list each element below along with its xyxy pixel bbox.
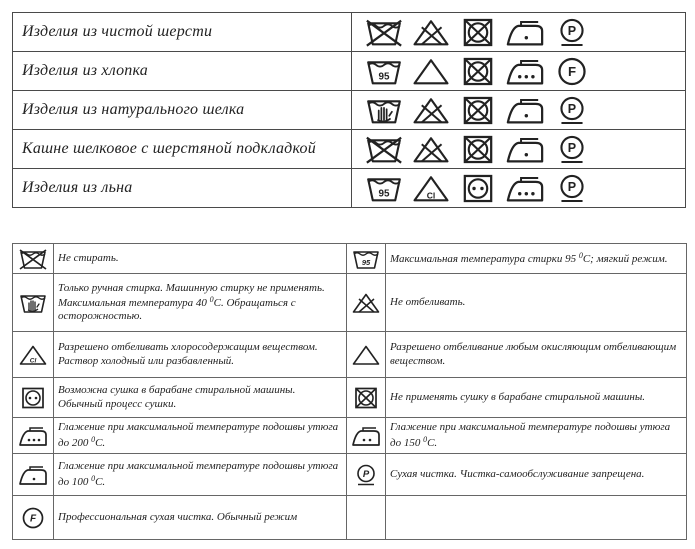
legend-icon-cell bbox=[347, 332, 386, 378]
hand-wash-icon bbox=[18, 291, 48, 315]
legend-description bbox=[386, 496, 687, 540]
svg-text:F: F bbox=[29, 513, 37, 524]
legend-description: Не отбеливать. bbox=[386, 274, 687, 332]
fabric-label: Изделия из натурального шелка bbox=[13, 91, 352, 130]
care-symbols bbox=[352, 91, 686, 130]
wash-95-icon bbox=[351, 247, 381, 271]
legend-icon-cell bbox=[13, 274, 54, 332]
dry-clean-p-icon bbox=[552, 135, 592, 164]
no-wash-icon bbox=[364, 135, 404, 164]
legend-description: Не стирать. bbox=[54, 244, 347, 274]
care-row bbox=[13, 91, 686, 130]
legend-table bbox=[12, 243, 687, 540]
dry-clean-f-icon bbox=[552, 57, 592, 86]
wash-95-icon bbox=[364, 57, 404, 86]
iron-high-icon bbox=[505, 174, 545, 203]
dry-clean-p-icon bbox=[552, 96, 592, 125]
legend-icon-cell bbox=[347, 378, 386, 418]
fabric-label: Изделия из льна bbox=[13, 169, 352, 208]
legend-description bbox=[54, 418, 347, 454]
legend-text: С. bbox=[95, 436, 106, 449]
svg-text:F: F bbox=[567, 63, 577, 79]
care-symbols bbox=[352, 130, 686, 169]
dry-clean-p-icon bbox=[351, 463, 381, 487]
legend-icon-cell bbox=[347, 274, 386, 332]
legend-description: Профессиональная сухая чистка. Обычный режим bbox=[54, 496, 347, 540]
no-bleach-icon bbox=[411, 96, 451, 125]
bleach-cl-icon bbox=[411, 174, 451, 203]
svg-text:Cl: Cl bbox=[426, 189, 436, 200]
legend-row bbox=[13, 378, 687, 418]
degree-sup: 0 bbox=[91, 434, 96, 444]
legend-description: Не применять сушку в барабане стиральной машины. bbox=[386, 378, 687, 418]
fabric-label: Кашне шелковое с шерстяной подкладкой bbox=[13, 130, 352, 169]
dry-clean-p-icon bbox=[552, 174, 592, 203]
svg-text:P: P bbox=[567, 179, 577, 194]
degree-sup: 0 bbox=[91, 473, 96, 483]
no-tumble-dry-icon bbox=[458, 18, 498, 47]
bleach-cl-icon bbox=[18, 343, 48, 367]
legend-text: С. bbox=[427, 436, 438, 449]
svg-text:95: 95 bbox=[361, 257, 371, 267]
care-symbols bbox=[352, 52, 686, 91]
no-bleach-icon bbox=[411, 135, 451, 164]
legend-row bbox=[13, 244, 687, 274]
legend-icon-cell bbox=[13, 378, 54, 418]
legend-description: Разрешено отбеливание любым окисляющим отбеливающим веществом. bbox=[386, 332, 687, 378]
care-row bbox=[13, 13, 686, 52]
svg-text:95: 95 bbox=[378, 70, 390, 82]
fabric-label: Изделия из чистой шерсти bbox=[13, 13, 352, 52]
care-row bbox=[13, 52, 686, 91]
legend-description: Разрешено отбеливать хлоросодержащим веществом. Раствор холодный или разбавленный. bbox=[54, 332, 347, 378]
legend-icon-cell bbox=[13, 496, 54, 540]
degree-sup: 0 bbox=[423, 434, 428, 444]
no-tumble-dry-icon bbox=[351, 386, 381, 410]
svg-text:P: P bbox=[567, 101, 577, 116]
legend-description bbox=[386, 418, 687, 454]
no-bleach-icon bbox=[411, 18, 451, 47]
legend-row bbox=[13, 496, 687, 540]
iron-low-icon bbox=[505, 96, 545, 125]
no-tumble-dry-icon bbox=[458, 135, 498, 164]
legend-row bbox=[13, 332, 687, 378]
care-table bbox=[12, 12, 686, 208]
legend-icon-cell bbox=[13, 244, 54, 274]
care-row bbox=[13, 169, 686, 208]
legend-icon-cell bbox=[347, 454, 386, 496]
legend-description bbox=[54, 454, 347, 496]
care-symbols bbox=[352, 169, 686, 208]
dry-clean-f-icon bbox=[18, 506, 48, 530]
legend-description bbox=[386, 244, 687, 274]
hand-wash-icon bbox=[364, 96, 404, 125]
iron-low-icon bbox=[18, 463, 48, 487]
bleach-any-icon bbox=[351, 343, 381, 367]
legend-icon-cell bbox=[347, 244, 386, 274]
legend-row bbox=[13, 274, 687, 332]
svg-text:Cl: Cl bbox=[29, 357, 37, 364]
svg-text:95: 95 bbox=[378, 187, 390, 199]
degree-sup: 0 bbox=[578, 250, 583, 260]
no-bleach-icon bbox=[351, 291, 381, 315]
legend-icon-cell bbox=[13, 418, 54, 454]
care-symbols bbox=[352, 13, 686, 52]
fabric-label: Изделия из хлопка bbox=[13, 52, 352, 91]
legend-text: Глажение при максимальной температуре подошвы утюга до 150 bbox=[390, 421, 671, 449]
tumble-dry-icon bbox=[18, 386, 48, 410]
legend-text: С. Обращаться с осторожностью. bbox=[58, 296, 296, 323]
svg-text:P: P bbox=[362, 468, 370, 480]
legend-text: С. bbox=[95, 475, 106, 488]
legend-text: Только ручная стирка. Машинную стирку не применять. Максимальная температура 40 bbox=[58, 281, 325, 309]
no-wash-icon bbox=[18, 247, 48, 271]
care-row bbox=[13, 130, 686, 169]
legend-icon-cell bbox=[13, 454, 54, 496]
legend-description: Возможна сушка в барабане стиральной машины. Обычный процесс сушки. bbox=[54, 378, 347, 418]
bleach-any-icon bbox=[411, 57, 451, 86]
legend-description: Сухая чистка. Чистка-самообслуживание запрещена. bbox=[386, 454, 687, 496]
legend-text: С; мягкий режим. bbox=[582, 252, 668, 265]
tumble-dry-icon bbox=[458, 174, 498, 203]
legend-icon-cell bbox=[347, 418, 386, 454]
iron-low-icon bbox=[505, 18, 545, 47]
legend-text: Максимальная температура стирки 95 bbox=[390, 252, 579, 265]
iron-low-icon bbox=[505, 135, 545, 164]
no-wash-icon bbox=[364, 18, 404, 47]
no-tumble-dry-icon bbox=[458, 96, 498, 125]
no-tumble-dry-icon bbox=[458, 57, 498, 86]
svg-text:P: P bbox=[567, 140, 577, 155]
dry-clean-p-icon bbox=[552, 18, 592, 47]
legend-icon-cell bbox=[347, 496, 386, 540]
legend-icon-cell bbox=[13, 332, 54, 378]
degree-sup: 0 bbox=[209, 294, 214, 304]
legend-text: Глажение при максимальной температуре подошвы утюга до 200 bbox=[58, 421, 339, 449]
wash-95-icon bbox=[364, 174, 404, 203]
legend-text: Глажение при максимальной температуре подошвы утюга до 100 bbox=[58, 460, 339, 488]
iron-high-icon bbox=[505, 57, 545, 86]
legend-description bbox=[54, 274, 347, 332]
legend-row bbox=[13, 418, 687, 454]
legend-row bbox=[13, 454, 687, 496]
svg-text:P: P bbox=[567, 23, 577, 38]
iron-medium-icon bbox=[351, 424, 381, 448]
iron-high-icon bbox=[18, 424, 48, 448]
